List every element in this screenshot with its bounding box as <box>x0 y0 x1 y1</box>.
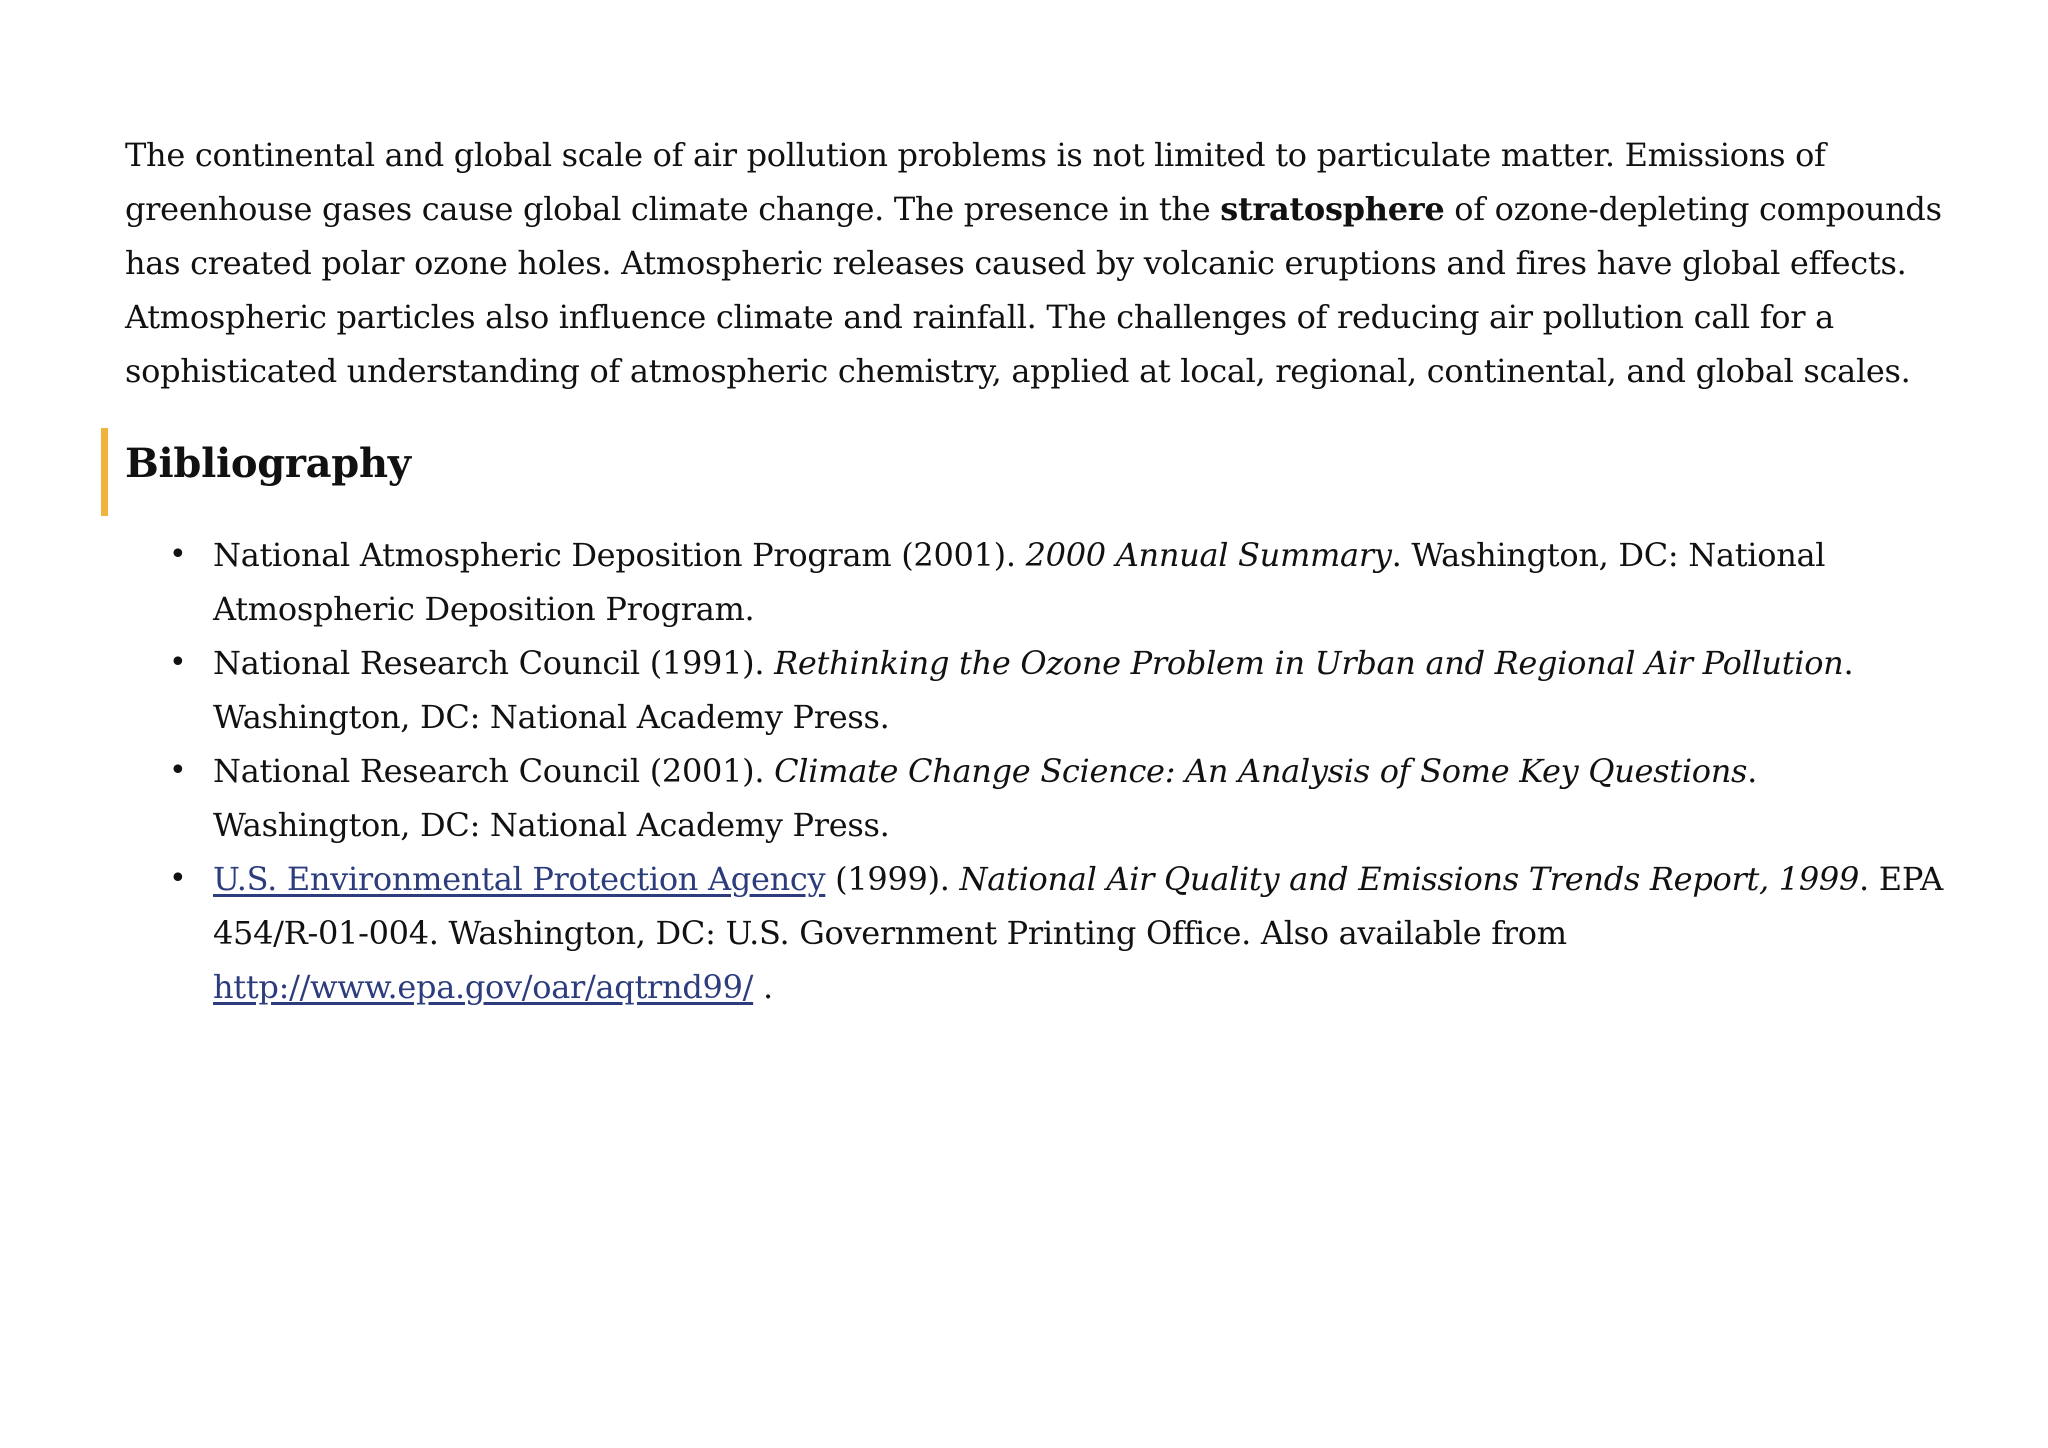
entry-publisher: . Washington, DC: National Academy Press. <box>213 752 1758 844</box>
bullet-icon: • <box>169 753 187 788</box>
entry-title: 2000 Annual Summary <box>1025 536 1392 574</box>
bibliography-entry-3 <box>169 744 1945 852</box>
entry-publisher: . Washington, DC: National Academy Press. <box>213 644 1854 736</box>
intro-text-after: of ozone-depleting compounds has created polar ozone holes. Atmospheric releases caused by volcanic eruptions and fires have global effects. Atmospheric particles also influence climate and rainfall. The challenges of reducing air pollution call for a sophisticated understanding of atmospheric chemistry, applied at local, regional, continental, and global scales. <box>125 190 1942 390</box>
intro-paragraph <box>125 128 1945 398</box>
bullet-icon: • <box>169 537 187 572</box>
entry-year: (1999). <box>825 860 960 898</box>
entry-title: National Air Quality and Emissions Trends Report, 1999 <box>959 860 1860 898</box>
bibliography-entry-1 <box>169 528 1945 636</box>
bibliography-entry-2 <box>169 636 1945 744</box>
entry-publisher: . Washington, DC: National Atmospheric Deposition Program. <box>213 536 1826 628</box>
epa-agency-link[interactable]: U.S. Environmental Protection Agency <box>213 860 826 898</box>
entry-publisher: . EPA 454/R-01-004. Washington, DC: U.S. Government Printing Office. Also available from <box>213 860 1943 952</box>
bibliography-header <box>125 428 1945 516</box>
bibliography-entry-4 <box>169 852 1945 1014</box>
heading-accent-bar <box>101 428 108 516</box>
bibliography-list <box>125 528 1945 1014</box>
entry-title: Rethinking the Ozone Problem in Urban and Regional Air Pollution <box>774 644 1844 682</box>
document-page <box>125 128 1945 1014</box>
entry-author: National Atmospheric Deposition Program (2001). <box>213 536 1026 574</box>
bibliography-heading: Bibliography <box>125 440 411 487</box>
bullet-icon: • <box>169 645 187 680</box>
entry-end: . <box>753 968 773 1006</box>
entry-author: National Research Council (1991). <box>213 644 775 682</box>
intro-text-before: The continental and global scale of air pollution problems is not limited to particulate matter. Emissions of greenhouse gases cause global climate change. The presence in the <box>125 136 1826 228</box>
entry-author: National Research Council (2001). <box>213 752 775 790</box>
bullet-icon: • <box>169 861 187 896</box>
epa-url-link[interactable]: http://www.epa.gov/oar/aqtrnd99/ <box>213 968 754 1006</box>
stratosphere-term: stratosphere <box>1220 190 1445 228</box>
entry-title: Climate Change Science: An Analysis of Some Key Questions <box>774 752 1748 790</box>
